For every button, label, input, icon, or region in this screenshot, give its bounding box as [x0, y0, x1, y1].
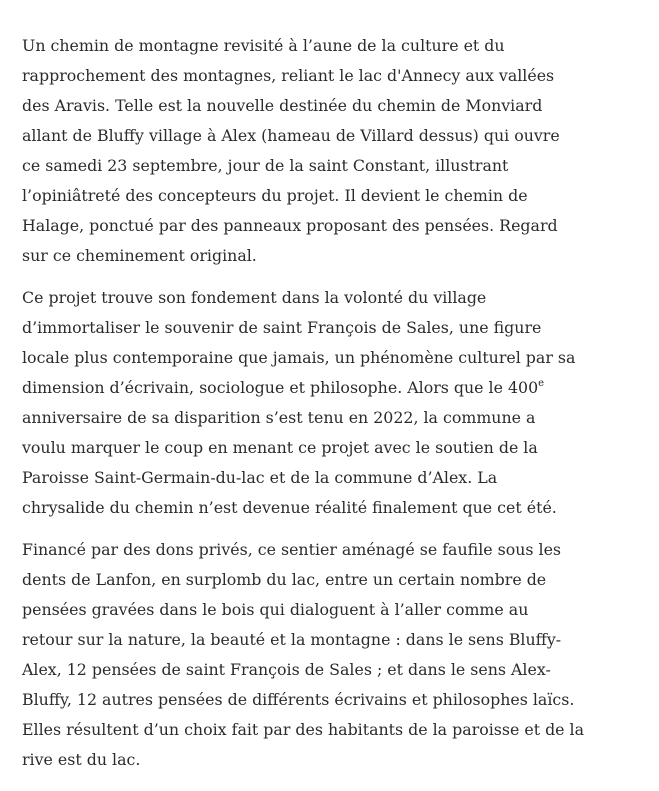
text-line: locale plus contemporaine que jamais, un phénomène culturel par sa — [22, 348, 576, 367]
article-body — [22, 31, 602, 787]
text-line: sur ce cheminement original. — [22, 246, 257, 265]
text-line: Halage, ponctué par des panneaux proposant des pensées. Regard — [22, 216, 558, 235]
text-line: rive est du lac. — [22, 750, 141, 769]
text-line: allant de Bluffy village à Alex (hameau de Villard dessus) qui ouvre — [22, 126, 560, 145]
text-line: chrysalide du chemin n’est devenue réalité finalement que cet été. — [22, 498, 557, 517]
paragraph-2 — [22, 283, 602, 523]
paragraph-1 — [22, 31, 602, 271]
text-line-main: dimension d’écrivain, sociologue et philosophe. Alors que le 400 — [22, 378, 539, 397]
text-line-with-superscript — [22, 373, 602, 403]
text-line: Ce projet trouve son fondement dans la volonté du village — [22, 288, 487, 307]
text-line: Un chemin de montagne revisité à l’aune de la culture et du — [22, 36, 505, 55]
text-line: d’immortaliser le souvenir de saint François de Sales, une figure — [22, 318, 542, 337]
text-line: Financé par des dons privés, ce sentier aménagé se faufile sous les — [22, 540, 562, 559]
text-line: Alex, 12 pensées de saint François de Sales ; et dans le sens Alex- — [22, 660, 551, 679]
text-line: pensées gravées dans le bois qui dialoguent à l’aller comme au — [22, 600, 529, 619]
text-line: rapprochement des montagnes, reliant le lac d'Annecy aux vallées — [22, 66, 555, 85]
text-line: l’opiniâtreté des concepteurs du projet. Il devient le chemin de — [22, 186, 528, 205]
text-line: retour sur la nature, la beauté et la montagne : dans le sens Bluffy- — [22, 630, 562, 649]
text-line: dents de Lanfon, en surplomb du lac, entre un certain nombre de — [22, 570, 547, 589]
text-line: Bluffy, 12 autres pensées de différents écrivains et philosophes laïcs. — [22, 690, 575, 709]
text-line: des Aravis. Telle est la nouvelle destinée du chemin de Monviard — [22, 96, 543, 115]
text-line: anniversaire de sa disparition s’est tenu en 2022, la commune a — [22, 408, 536, 427]
ordinal-superscript: e — [538, 377, 545, 389]
text-line: voulu marquer le coup en menant ce projet avec le soutien de la — [22, 438, 538, 457]
text-line: Paroisse Saint-Germain-du-lac et de la commune d’Alex. La — [22, 468, 498, 487]
text-line: ce samedi 23 septembre, jour de la saint Constant, illustrant — [22, 156, 509, 175]
paragraph-3 — [22, 535, 602, 775]
text-line: Elles résultent d’un choix fait par des habitants de la paroisse et de la — [22, 720, 585, 739]
